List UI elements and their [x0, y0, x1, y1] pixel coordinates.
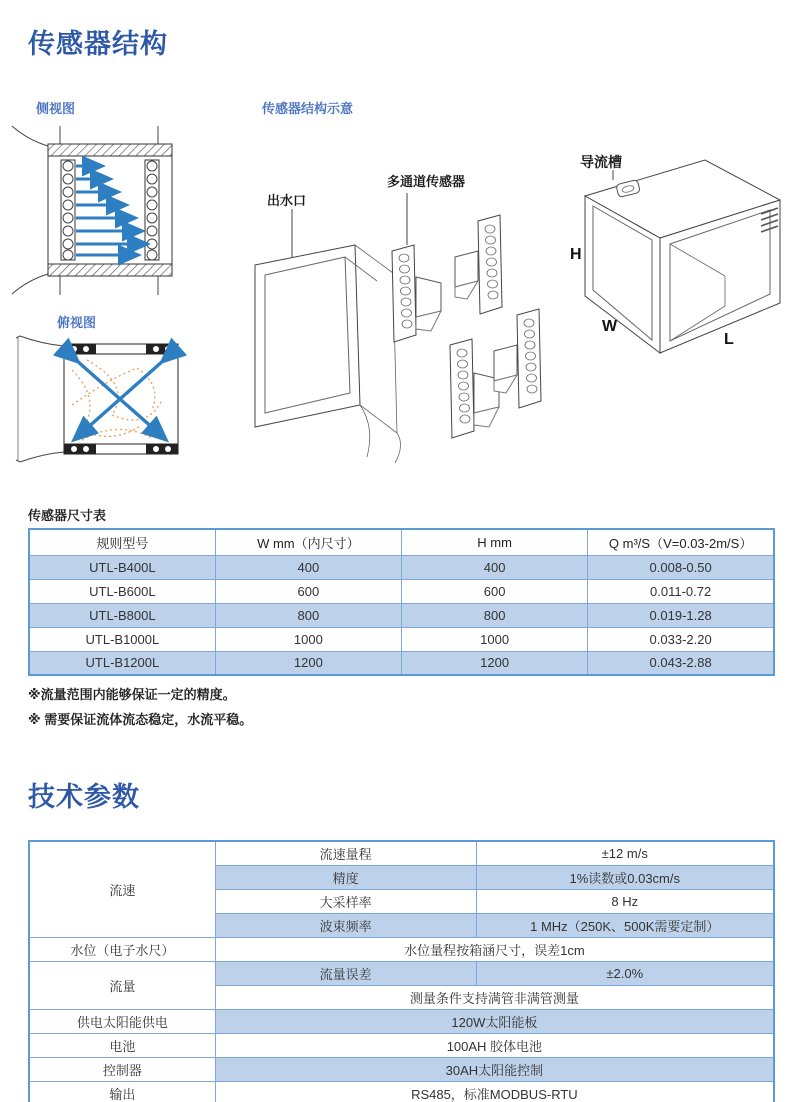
note-stability: ※ 需要保证流体流态稳定，水流平稳。: [28, 712, 253, 727]
cell-group-label: 水位（电子水尺）: [29, 938, 215, 962]
water-outlet-label: 出水口: [267, 193, 307, 208]
cell-value: RS485，标准MODBUS-RTU: [215, 1082, 774, 1102]
cell-value: 1 MHz（250K、500K需要定制）: [476, 914, 774, 938]
cell-value: 测量条件支持满管非满管测量: [215, 986, 774, 1010]
table-row: [29, 603, 774, 627]
dim-table-heading: 传感器尺寸表: [28, 508, 107, 523]
table-header-row: [29, 529, 774, 555]
outlet-duct-icon: [255, 245, 401, 463]
guide-channel-box-icon: [585, 160, 780, 353]
sensor-strip-icon: [455, 215, 502, 314]
table-row: [29, 579, 774, 603]
cell-param: 精度: [215, 866, 476, 890]
cell-q: 0.019-1.28: [588, 603, 774, 627]
note-accuracy: ※流量范围内能够保证一定的精度。: [28, 687, 236, 702]
tech-params-title: 技术参数: [28, 782, 140, 812]
cell-h: 400: [402, 555, 588, 579]
cell-group-label: 控制器: [29, 1058, 215, 1082]
cell-group-label: 电池: [29, 1034, 215, 1058]
cell-h: 800: [402, 603, 588, 627]
cell-param: 流量误差: [215, 962, 476, 986]
cell-w: 600: [215, 579, 401, 603]
cell-q: 0.033-2.20: [588, 627, 774, 651]
cell-param: 大采样率: [215, 890, 476, 914]
sensor-strip-icon: [494, 309, 541, 408]
cell-h: 600: [402, 579, 588, 603]
cell-w: 400: [215, 555, 401, 579]
table-row: [29, 938, 774, 962]
cell-value: ±12 m/s: [476, 841, 774, 866]
cell-value: 30AH太阳能控制: [215, 1058, 774, 1082]
cell-group-label: 流速: [29, 841, 215, 938]
cell-group-label: 供电太阳能供电: [29, 1010, 215, 1034]
side-view-label: 侧视图: [36, 101, 76, 116]
cell-param: 流速量程: [215, 841, 476, 866]
left-sensor-array-icon: [61, 160, 75, 260]
cell-value: ±2.0%: [476, 962, 774, 986]
cell-model: UTL-B1200L: [29, 651, 215, 675]
guide-channel-label: 导流槽: [580, 154, 622, 170]
table-row: [29, 651, 774, 675]
header-w: W mm（内尺寸）: [215, 529, 401, 555]
table-row: [29, 627, 774, 651]
table-row: [29, 1034, 774, 1058]
cell-value: 100AH 胶体电池: [215, 1034, 774, 1058]
cell-h: 1200: [402, 651, 588, 675]
side-view-diagram: [8, 122, 188, 302]
sensor-strip-icon: [392, 245, 441, 342]
page-title: 传感器结构: [28, 29, 168, 59]
top-view-label: 俯视图: [57, 315, 97, 330]
cell-value: 水位量程按箱涵尺寸，误差1cm: [215, 938, 774, 962]
cell-model: UTL-B800L: [29, 603, 215, 627]
top-view-drawing: [12, 330, 192, 470]
header-model: 规则型号: [29, 529, 215, 555]
cell-q: 0.011-0.72: [588, 579, 774, 603]
sensor-dimension-table: [28, 528, 775, 676]
cell-h: 1000: [402, 627, 588, 651]
header-h: H mm: [402, 529, 588, 555]
cell-model: UTL-B1000L: [29, 627, 215, 651]
guide-channel-diagram: [565, 148, 790, 363]
multichannel-sensor-label: 多通道传感器: [387, 174, 466, 189]
dimension-w-label: W: [602, 318, 618, 335]
cell-model: UTL-B400L: [29, 555, 215, 579]
table-row: [29, 1058, 774, 1082]
cell-group-label: 流量: [29, 962, 215, 1010]
dimension-l-label: L: [724, 331, 734, 348]
table-row: [29, 555, 774, 579]
cell-q: 0.043-2.88: [588, 651, 774, 675]
header-q: Q m³/S（V=0.03-2m/S）: [588, 529, 774, 555]
tech-params-table: [28, 840, 775, 1102]
right-sensor-array-icon: [145, 160, 159, 260]
cell-value: 120W太阳能板: [215, 1010, 774, 1034]
sensor-strip-icon: [450, 339, 499, 438]
table-row: [29, 1010, 774, 1034]
side-view-drawing: [8, 122, 188, 302]
cell-group-label: 输出: [29, 1082, 215, 1102]
cell-w: 1200: [215, 651, 401, 675]
cell-w: 800: [215, 603, 401, 627]
cell-value: 1%读数或0.03cm/s: [476, 866, 774, 890]
dimension-h-label: H: [570, 246, 582, 263]
table-row: [29, 841, 774, 866]
cell-w: 1000: [215, 627, 401, 651]
cell-q: 0.008-0.50: [588, 555, 774, 579]
cell-param: 波束频率: [215, 914, 476, 938]
top-view-diagram: [12, 330, 192, 470]
cell-model: UTL-B600L: [29, 579, 215, 603]
guide-channel-drawing: [565, 148, 790, 363]
table-row: [29, 1082, 774, 1102]
structure-schematic-drawing: [245, 165, 565, 470]
table-row: [29, 962, 774, 986]
structure-schematic-diagram: [245, 165, 565, 470]
cell-value: 8 Hz: [476, 890, 774, 914]
structure-schematic-label: 传感器结构示意: [262, 101, 354, 116]
